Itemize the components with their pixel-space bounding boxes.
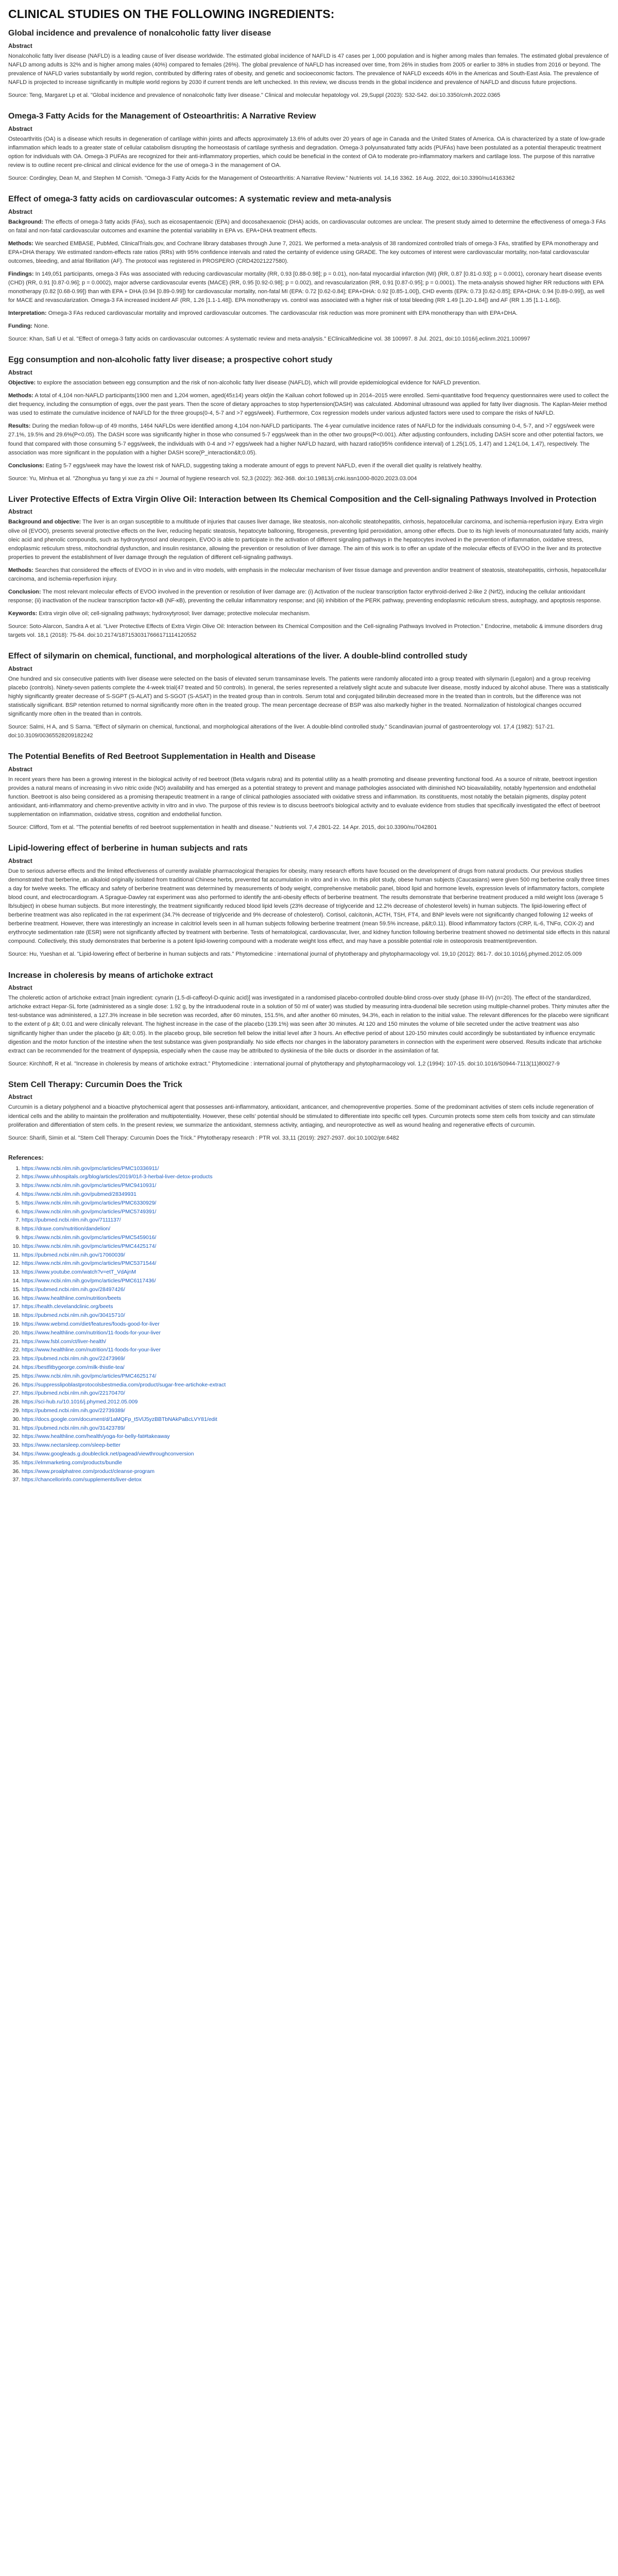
- article-title: Global incidence and prevalence of nonalcoholic fatty liver disease: [8, 29, 271, 38]
- abstract-paragraph: [8, 518, 610, 562]
- abstract-paragraph: [8, 867, 610, 946]
- abstract-paragraph: [8, 392, 610, 418]
- reference-item: [22, 1259, 610, 1268]
- paragraph-text: Source: Yu, Minhua et al. "Zhonghua yu fang yi xue za zhi = Journal of hygiene research vol. 52,3 (2022): 362-368. doi:10.19813/j.cnki.issn1000-8020.2023.03.004: [8, 475, 417, 482]
- abstract-paragraph: [8, 240, 610, 266]
- reference-link[interactable]: https://www.ncbi.nlm.nih.gov/pmc/articles/PMC6117436/: [22, 1278, 156, 1284]
- abstract-label: Abstract: [8, 370, 32, 377]
- paragraph-text: In recent years there has been a growing interest in the biological activity of red beetroot (Beta vulgaris rubra) and its potential utility as a health promoting and disease preventing functional food. As a source of nitrate, beetroot ingestion provides a natural means of increasing in vivo nitric oxide (NO) availability and has emerged as a potential strategy to prevent and manage pathologies associated with diminished NO bioavailability, notably hypertension and endothelial function. Beetroot is also being considered as a promising therapeutic treatment in a range of clinical pathologies associated with oxidative stress and inflammation. Its constituents, most notably the betalain pigments, display potent antioxidant, anti-inflammatory and chemo-preventive activity in vitro and in vivo. The purpose of this review is to discuss beetroot's biological activity and to evaluate evidence from studies that specifically investigated the effect of beetroot supplementation on inflammation, oxidative stress, cognition and endothelial function.: [8, 776, 600, 818]
- reference-item: [22, 1354, 610, 1363]
- paragraph-text: Source: Khan, Safi U et al. "Effect of omega-3 fatty acids on cardiovascular outcomes: A systematic review and meta-analysis." EClinicalMedicine vol. 38 100997. 8 Jul. 2021, doi:10.1016/j.eclinm.2021.100997: [8, 336, 530, 343]
- reference-link[interactable]: https://www.ncbi.nlm.nih.gov/pmc/articles/PMC5459016/: [22, 1234, 157, 1241]
- paragraph-text: to explore the association between egg consumption and the risk of non-alcoholic fatty liver disease (NAFLD), which will provide epidemiological evidence for NAFLD prevention.: [36, 380, 481, 386]
- reference-link[interactable]: https://www.ncbi.nlm.nih.gov/pmc/articles/PMC5371544/: [22, 1260, 157, 1267]
- abstract-paragraph: [8, 335, 610, 344]
- paragraph-text: Source: Cordingley, Dean M, and Stephen M Cornish. "Omega-3 Fatty Acids for the Management of Osteoarthritis: A Narrative Review." Nutrients vol. 14,16 3362. 16 Aug. 2022, doi:10.3390/nu14163362: [8, 175, 515, 182]
- reference-item: [22, 1277, 610, 1285]
- article: [8, 1080, 610, 1143]
- reference-link[interactable]: https://pubmed.ncbi.nlm.nih.gov/31423789/: [22, 1425, 125, 1431]
- paragraph-text: Curcumin is a dietary polyphenol and a bioactive phytochemical agent that possesses anti-inflammatory, antioxidant, anticancer, and chemopreventive properties. Some of the predominant activities of stem cells include regeneration of identical cells and the ability to maintain the proliferation and multipotentiality. However, these cells' potential should be stimulated to differentiate into specific cell types. Curcumin protects some stem cells from toxicity and can stimulate proliferation and differentiation of stem cells. In the present review, we summarize the antioxidant, stemness activity, antiaging, and neuroprotective as well as wound healing and regenerative effects of curcumin.: [8, 1104, 595, 1128]
- reference-item: [22, 1181, 610, 1190]
- abstract-paragraph: [8, 1060, 610, 1069]
- paragraph-text: Source: Kirchhoff, R et al. "Increase in choleresis by means of artichoke extract." Phytomedicine : international journal of phytotherapy and phytopharmacology vol. 1,2 (1994): 107-15. doi:10.1016/S0944-7113(11)80027-9: [8, 1060, 560, 1067]
- paragraph-text: In 149,051 participants, omega-3 FAs was associated with reducing cardiovascular mortality (RR, 0.93 [0.88-0.98]; p = 0.01), non-fatal myocardial infarction (MI) (RR, 0.87 [0.81-0.93]; p = 0.0001), coronary heart disease events (CHD) (RR, 0.91 [0.87-0.96]; p = 0.0002), major adverse cardiovascular events (MACE) (RR, 0.95 [0.92-0.98]; p = 0.002), and revascularization (RR, 0.91 [0.87-0.95]; p = 0.0001). The meta-analysis showed higher RR reductions with EPA monotherapy (0.82 [0.68-0.99]) than with EPA + DHA (0.94 [0.89-0.99]) for cardiovascular mortality, non-fatal MI (EPA: 0.72 [0.62-0.84]; EPA+DHA: 0.92 [0.85-1.00]), CHD events (EPA: 0.73 [0.62-0.85]; EPA+DHA: 0.94 [0.89-0.99]), as well for MACE and revascularization. Omega-3 FA increased incident AF (RR, 1.26 [1.1-1.48]). EPA monotherapy vs. control was associated with a higher risk of total bleeding (RR 1.49 [1.20-1.84]) and AF (RR 1.35 [1.1-1.66]).: [8, 271, 605, 304]
- reference-link[interactable]: https://www.webmd.com/diet/features/foods-good-for-liver: [22, 1321, 160, 1328]
- paragraph-text: Source: Soto-Alarcon, Sandra A et al. "Liver Protective Effects of Extra Virgin Olive Oil: Interaction between its Chemical Composition and the Cell-signaling Pathways Involved in Protection." Endocrine, metabolic & immune disorders drug targets vol. 18,1 (2018): 75-84. doi:10.2174/1871530317666171114120552: [8, 623, 603, 638]
- reference-item: [22, 1381, 610, 1389]
- abstract-paragraph: [8, 1134, 610, 1143]
- abstract-paragraph: [8, 994, 610, 1055]
- paragraph-text: Due to serious adverse effects and the limited effectiveness of currently available pharmacological therapies for obesity, many research efforts have focused on the development of drugs from natural products. Our previous studies demonstrated that berberine, an alkaloid originally isolated from traditional Chinese herbs, prevented fat accumulation in vitro and in vivo. In this pilot study, obese human subjects (Caucasians) were given 500 mg berberine orally three times a day for twelve weeks. The efficacy and safety of berberine treatment was determined by measurements of body weight, comprehensive metabolic panel, blood lipid and hormone levels, expression levels of inflammatory factors, complete blood count, and electrocardiogram. A Sprague-Dawley rat experiment was also performed to identify the anti-obesity effects of berberine treatment. The results demonstrate that berberine treatment produced a mild weight loss (average 5 lb/subject) in obese human subjects. But more interestingly, the treatment significantly reduced blood lipid levels (23% decrease of triglyceride and 12.2% decrease of cholesterol levels) in human subjects. The lipid-lowering effect of berberine treatment was also replicated in the rat experiment (34.7% decrease of triglyceride and 9% decrease of cholesterol). Cortisol, calcitonin, ACTH, TSH, FT4, and BNP levels were not significantly changed following 12 weeks of berberine treatment. However, there was interestingly an increase in calcitriol levels seen in all human subjects following berberine treatment (mean 59.5% increase, p&lt;0.11). Blood inflammatory factors (CRP, IL-6, TNFα, COX-2) and erythrocyte sedimentation rate (ESR) were not significantly affected by treatment with berberine. Tests of hematological, cardiovascular, liver, and kidney function following berberine treatment showed no detrimental side effects in this natural compound. Collectively, this study demonstrates that berberine is a potent lipid-lowering compound with a moderate weight loss effect, and may have a possible potential role in osteoporosis treatment/prevention.: [8, 868, 610, 945]
- paragraph-lead: Background and objective:: [8, 519, 81, 526]
- abstract-paragraph: [8, 135, 610, 170]
- reference-item: [22, 1398, 610, 1406]
- abstract-label: Abstract: [8, 985, 32, 992]
- paragraph-text: We searched EMBASE, PubMed, ClinicalTrials.gov, and Cochrane library databases through June 7, 2021. We performed a meta-analysis of 38 randomized controlled trials of omega-3 FAs, stratified by EPA monotherapy and EPA+DHA therapy. We estimated random-effects rate ratios (RRs) with 95% confidence intervals and rated the certainty of evidence using GRADE. The key outcomes of interest were cardiovascular mortality, non-fatal cardiovascular outcomes, bleeding, and atrial fibrillation (AF). The protocol was registered in PROSPERO (CRD42021227580).: [8, 240, 598, 265]
- abstract-paragraph: [8, 52, 610, 87]
- abstract-paragraph: [8, 270, 610, 305]
- reference-item: [22, 1476, 610, 1484]
- reference-link[interactable]: https://sci-hub.ru/10.1016/j.phymed.2012.05.009: [22, 1399, 138, 1405]
- reference-item: [22, 1285, 610, 1294]
- abstract-paragraph: [8, 322, 610, 331]
- article-title: Egg consumption and non-alcoholic fatty liver disease; a prospective cohort study: [8, 355, 333, 365]
- paragraph-lead: Findings:: [8, 271, 34, 278]
- reference-link[interactable]: https://www.proalphatree.com/product/cleanse-program: [22, 1468, 154, 1475]
- paragraph-text: A total of 4,104 non-NAFLD participants(1900 men and 1,204 women, aged(45±14) years old)in the Kailuan cohort followed up in 2014–2015 were enrolled. Semi-quantitative food frequency questionnaires were used to collect the diet frequency, including the consumption of eggs, over the past years. Then the score of dietary approaches to stop hypertension(DASH) was calculated. Abdominal ultrasound was applied for fatty liver diagnosis. The Kaplan-Meier method was used to estimate the cumulative incidence of NAFLD for the three groups(0-4, 5-7 and >7 eggs/week). Furthermore, Cox regression models under various adjusted factors were used to compare the risks of NAFLD.: [8, 393, 609, 417]
- reference-item: [22, 1459, 610, 1467]
- reference-link[interactable]: https://www.youtube.com/watch?v=etT_VdAjnM: [22, 1269, 136, 1276]
- reference-link[interactable]: https://www.ncbi.nlm.nih.gov/pmc/articles/PMC9410931/: [22, 1182, 157, 1189]
- reference-link[interactable]: https://suppresslipoblastprotocolsbestmedia.com/product/sugar-free-artichoke-extract: [22, 1381, 226, 1388]
- references-list: [8, 1164, 610, 1484]
- abstract-paragraph: [8, 462, 610, 470]
- reference-link[interactable]: https://pubmed.ncbi.nlm.nih.gov/22170470/: [22, 1390, 125, 1397]
- paragraph-text: The choleretic action of artichoke extract [main ingredient: cynarin (1.5-di-caffeoyl-D-quinic acid)] was investigated in a randomised placebo-controlled double-blind cross-over study (phase III-IV) (n=20). The effect of the standardized, artichoke extract Hepar-SL forte (administered as a single dose: 1.92 g, by the intraduodenal route in a solution of 50 ml of water) was studied by measuring intra-duodenal bile secretion using multiple-channel probes. Thirty minutes after the test-substance was administered, a 127.3% increase in bile secretion was recorded, after 60 minutes, 151.5%, and after another 60 minutes, 94.3%, each in relation to the initial value. The relevant differences for the placebo were significant to the extent of p &lt; 0.01 and were clinically relevant. The highest increase in the case of the placebo (139.1%) was seen after 30 minutes. At 120 and 150 minutes the volume of bile secreted under the active treatment was also significantly higher than under the placebo (p &lt; 0.05). In the placebo group, bile secretion fell below the initial level after 3 hours. An effective period of about 120-150 minutes could accordingly be substantiated by influence enzymatic digestion and the motor function of the intestine when the test substance was given postprandially. No side effects nor changes in the laboratory parameters in connection with the experiment were observed. Results indicate that artichoke extract can be recommended for the treatment of dyspepsia, especially when the cause may be attributed to dyskinesia of the bile ducts or disorder in the assimilation of fat.: [8, 995, 610, 1054]
- reference-item: [22, 1164, 610, 1173]
- paragraph-text: Source: Salmi, H A, and S Sarna. "Effect of silymarin on chemical, functional, and morphological alterations of the liver. A double-blind controlled study." Scandinavian journal of gastroenterology vol. 17,4 (1982): 517-21. doi:10.3109/00365528209182242: [8, 724, 555, 739]
- reference-item: [22, 1251, 610, 1260]
- paragraph-text: The liver is an organ susceptible to a multitude of injuries that causes liver damage, like steatosis, non-alcoholic steatohepatitis, cirrhosis, hepatocellular carcinoma, and ischemia-reperfusion injury. Extra virgin olive oil (EVOO), presents several protective effects on the liver, reducing hepatic steatosis, hepatocyte ballooning, fibrogenesis, preventing lipid peroxidation, among other effects. Due to its high levels of monounsaturated fatty acids, mainly oleic acid and phenolic compounds, such as hydroxytyrosol and oleuropein, EVOO is able to participate in the activation of different signaling pathways in the hepatocytes involved in the prevention of inflammation, oxidative stress, endoplasmic reticulum stress, mitochondrial dysfunction, and insulin resistance, allowing the prevention or resolution of liver damage. The aim of this work is to offer an update of the molecular effects of EVOO in the liver and its protective properties to prevent the establishment of liver damage through the regulation of different cell-signaling pathways.: [8, 519, 609, 561]
- paragraph-text: During the median follow-up of 49 months, 1464 NAFLDs were identified among 4,104 non-NAFLD participants. The 4-year cumulative incidence rates of NAFLD for the individuals consuming 0-4, 5-7, and >7 eggs/week were 27.1%, 19.5% and 29.6%(P<0.05). The DASH score was significantly higher in those who consumed 5-7 eggs/week than in the other two groups(P<0.001). After adjusting confounders, including DASH score and other potential factors, we found that compared with those consuming 5-7 eggs/week, the individuals with 0-4 and >7 eggs/week had a higher NAFLD hazard, with hazard ratio(95% confidence interval) of 1.25(1.05, 1.47) and 1.24(1.04, 1.47), respectively. The association was more significant in the population with a higher DASH score(P_interaction&lt;0.05).: [8, 423, 604, 456]
- abstract-paragraph: [8, 775, 610, 819]
- paragraph-lead: Methods:: [8, 393, 33, 399]
- article-title: Stem Cell Therapy: Curcumin Does the Trick: [8, 1080, 182, 1089]
- reference-item: [22, 1320, 610, 1329]
- article-list: [8, 28, 610, 1143]
- paragraph-lead: Conclusion:: [8, 588, 41, 595]
- reference-link[interactable]: https://www.googleads.g.doubleclick.net/pagead/viewthroughconversion: [22, 1450, 194, 1457]
- abstract-paragraph: [8, 422, 610, 457]
- paragraph-text: The effects of omega-3 fatty acids (FAs), such as eicosapentaenoic (EPA) and docosahexaenoic (DHA) acids, on cardiovascular outcomes are unclear. The present study aimed to determine the effectiveness of omega-3 FAs on fatal and non-fatal cardiovascular outcomes and examine the potential variability in EPA vs. EPA+DHA treatment effects.: [8, 218, 606, 234]
- paragraph-text: Source: Teng, Margaret Lp et al. "Global incidence and prevalence of nonalcoholic fatty liver disease." Clinical and molecular hepatology vol. 29,Suppl (2023): S32-S42. doi:10.3350/cmh.2022.0365: [8, 92, 501, 98]
- reference-link[interactable]: https://elmmarketing.com/products/bundle: [22, 1459, 122, 1466]
- paragraph-text: Osteoarthritis (OA) is a disease which results in degeneration of cartilage within joints and affects approximately 13.6% of adults over 20 years of age in Canada and the United States of America. OA is characterized by a state of low-grade inflammation which leads to a greater state of cellular catabolism disrupting the homeostasis of cartilage synthesis and degradation. Omega-3 polyunsaturated fatty acids (PUFAs) have been postulated as a potential therapeutic treatment option for individuals with OA. Omega-3 PUFAs are recognized for their anti-inflammatory properties, which could be beneficial in the context of OA to moderate pro-inflammatory markers and cartilage loss. The purpose of this narrative review is to outline recent pre-clinical and clinical evidence for the use of omega-3 in the management of OA.: [8, 135, 605, 168]
- article: [8, 495, 610, 640]
- reference-item: [22, 1363, 610, 1372]
- abstract-label: Abstract: [8, 43, 32, 49]
- reference-link[interactable]: https://www.ncbi.nlm.nih.gov/pmc/articles/PMC6330929/: [22, 1199, 157, 1206]
- paragraph-text: None.: [32, 323, 49, 330]
- paragraph-text: The most relevant molecular effects of EVOO involved in the prevention or resolution of liver damage are: (i) Activation of the nuclear transcription factor erythroid-derived 2-like 2 (Nrf2), inducing the cellular antioxidant response; (ii) inactivation of the nuclear transcription factor-κB (NF-κB), preventing the cellular inflammatory response; and (iii) inhibition of the PERK pathway, preventing endoplasmic reticulum stress, autophagy, and apoptosis response.: [8, 588, 602, 604]
- paragraph-lead: Objective:: [8, 380, 36, 386]
- references-section: [8, 1154, 610, 1484]
- abstract-paragraph: [8, 622, 610, 640]
- paragraph-lead: Conclusions:: [8, 462, 44, 469]
- article: [8, 752, 610, 832]
- reference-link[interactable]: https://www.healthline.com/health/yoga-for-belly-fat#takeaway: [22, 1433, 170, 1440]
- reference-link[interactable]: https://pubmed.ncbi.nlm.nih.gov/7111137/: [22, 1217, 121, 1224]
- paragraph-lead: Methods:: [8, 240, 33, 247]
- abstract-paragraph: [8, 675, 610, 719]
- abstract-paragraph: [8, 823, 610, 832]
- reference-item: [22, 1199, 610, 1208]
- reference-item: [22, 1424, 610, 1433]
- abstract-paragraph: [8, 588, 610, 605]
- reference-link[interactable]: https://pubmed.ncbi.nlm.nih.gov/17060039/: [22, 1251, 125, 1258]
- abstract-paragraph: [8, 309, 610, 318]
- paragraph-lead: Keywords:: [8, 610, 38, 617]
- abstract-paragraph: [8, 91, 610, 100]
- abstract-paragraph: [8, 1103, 610, 1129]
- reference-link[interactable]: https://www.nectarsleep.com/sleep-better: [22, 1442, 121, 1449]
- abstract-label: Abstract: [8, 666, 32, 672]
- article: [8, 651, 610, 740]
- reference-link[interactable]: https://bestfitbygeorge.com/milk-thistle-tea/: [22, 1364, 125, 1370]
- paragraph-lead: Interpretation:: [8, 310, 47, 317]
- reference-link[interactable]: https://docs.google.com/document/d/1aMQFp_t5VlJ5yzBBTbNAkPaBcLVY81/edit: [22, 1416, 217, 1422]
- reference-link[interactable]: https://www.ncbi.nlm.nih.gov/pmc/articles/PMC10336911/: [22, 1165, 159, 1172]
- reference-link[interactable]: https://health.clevelandclinic.org/beets: [22, 1303, 113, 1310]
- article: [8, 111, 610, 183]
- reference-item: [22, 1432, 610, 1441]
- paragraph-text: Source: Hu, Yueshan et al. "Lipid-lowering effect of berberine in human subjects and rats." Phytomedicine : international journal of phytotherapy and phytopharmacology vol. 19,10 (2012): 861-7. doi:10.1016/j.phymed.2012.05.009: [8, 951, 582, 958]
- reference-link[interactable]: https://www.healthline.com/nutrition/11-foods-for-your-liver: [22, 1329, 161, 1336]
- reference-link[interactable]: https://pubmed.ncbi.nlm.nih.gov/22473969/: [22, 1355, 125, 1362]
- reference-item: [22, 1190, 610, 1199]
- article-title: Lipid-lowering effect of berberine in human subjects and rats: [8, 844, 248, 853]
- reference-item: [22, 1208, 610, 1216]
- paragraph-text: Source: Clifford, Tom et al. "The potential benefits of red beetroot supplementation in health and disease." Nutrients vol. 7,4 2801-22. 14 Apr. 2015, doi:10.3390/nu7042801: [8, 824, 437, 831]
- article-title: Effect of omega-3 fatty acids on cardiovascular outcomes: A systematic review and meta-analysis: [8, 195, 391, 204]
- reference-link[interactable]: https://www.ncbi.nlm.nih.gov/pubmed/28349931: [22, 1191, 136, 1198]
- abstract-paragraph: [8, 723, 610, 740]
- abstract-paragraph: [8, 950, 610, 959]
- article: [8, 194, 610, 344]
- abstract-label: Abstract: [8, 126, 32, 132]
- page-title: CLINICAL STUDIES ON THE FOLLOWING INGREDIENTS:: [8, 7, 335, 21]
- article: [8, 355, 610, 483]
- reference-item: [22, 1467, 610, 1476]
- reference-item: [22, 1329, 610, 1337]
- paragraph-text: Extra virgin olive oil; cell-signaling pathways; hydroxytyrosol; liver damage; protective molecular mechanism.: [37, 610, 311, 617]
- paragraph-text: Nonalcoholic fatty liver disease (NAFLD) is a leading cause of liver disease worldwide. The estimated global incidence of NAFLD is 47 cases per 1,000 population and is higher among males than females. The estimated global prevalence of NAFLD among adults is 32% and is higher among males (40%) compared to females (26%). The global prevalence of NAFLD has increased over time, from 26% in studies from 2005 or earlier to 38% in studies from 2016 or beyond. The prevalence of NAFLD varies substantially by world region, contributed by differing rates of obesity, and genetic and socioeconomic factors. The prevalence of NAFLD exceeds 40% in the Americas and South-East Asia. The prevalence of NAFLD is projected to increase significantly in multiple world regions by 2030 if current trends are left unchecked. In this review, we discuss trends in the global incidence and prevalence of NAFLD and discuss future projections.: [8, 53, 609, 86]
- reference-item: [22, 1173, 610, 1181]
- article: [8, 971, 610, 1069]
- article-title: Effect of silymarin on chemical, functional, and morphological alterations of the liver. A double-blind controlled study: [8, 652, 468, 661]
- reference-link[interactable]: https://www.ncbi.nlm.nih.gov/pmc/articles/PMC5749391/: [22, 1208, 157, 1215]
- reference-item: [22, 1415, 610, 1424]
- reference-link[interactable]: https://www.ncbi.nlm.nih.gov/pmc/articles/PMC4625174/: [22, 1372, 157, 1379]
- paragraph-lead: Background:: [8, 218, 43, 225]
- reference-link[interactable]: https://pubmed.ncbi.nlm.nih.gov/30415710/: [22, 1312, 125, 1319]
- reference-item: [22, 1233, 610, 1242]
- article: [8, 28, 610, 100]
- paragraph-lead: Results:: [8, 423, 31, 430]
- reference-link[interactable]: https://www.healthline.com/nutrition/11-foods-for-your-liver: [22, 1347, 161, 1353]
- reference-link[interactable]: https://pubmed.ncbi.nlm.nih.gov/28497426/: [22, 1286, 125, 1293]
- reference-link[interactable]: https://draxe.com/nutrition/dandelion/: [22, 1226, 111, 1232]
- reference-link[interactable]: https://www.uhhospitals.org/blog/articles/2019/01/l-3-herbal-liver-detox-products: [22, 1174, 213, 1180]
- abstract-paragraph: [8, 474, 610, 483]
- abstract-paragraph: [8, 609, 610, 618]
- abstract-label: Abstract: [8, 766, 32, 773]
- reference-item: [22, 1268, 610, 1277]
- article-title: Liver Protective Effects of Extra Virgin Olive Oil: Interaction between Its Chemical Composition and the Cell-signaling Pathways Involved in Protection: [8, 495, 597, 504]
- abstract-paragraph: [8, 218, 610, 235]
- article: [8, 843, 610, 959]
- article-title: The Potential Benefits of Red Beetroot Supplementation in Health and Disease: [8, 752, 316, 761]
- paragraph-text: Eating 5-7 eggs/week may have the lowest risk of NAFLD, suggesting taking a moderate amount of eggs to prevent NAFLD, even if the overall diet quality is relatively healthy.: [44, 462, 482, 469]
- paragraph-text: Source: Sharifi, Simin et al. "Stem Cell Therapy: Curcumin Does the Trick." Phytotherapy research : PTR vol. 33,11 (2019): 2927-2937. doi:10.1002/ptr.6482: [8, 1134, 399, 1141]
- reference-item: [22, 1372, 610, 1381]
- reference-link[interactable]: https://www.ncbi.nlm.nih.gov/pmc/articles/PMC4425174/: [22, 1243, 157, 1249]
- reference-item: [22, 1389, 610, 1398]
- abstract-label: Abstract: [8, 1094, 32, 1101]
- reference-link[interactable]: https://www.fsbl.com/ct/liver-health/: [22, 1338, 106, 1345]
- abstract-paragraph: [8, 379, 610, 387]
- paragraph-lead: Methods:: [8, 567, 33, 573]
- reference-item: [22, 1225, 610, 1233]
- paragraph-text: One hundred and six consecutive patients with liver disease were selected on the basis of elevated serum transaminase levels. The patients were randomly allocated into a group treated with silymarin (Legalon) and a group receiving placebo (controls). Ninety-seven patients complete the 4-week trial(47 treated and 50 controls). In general, the series represented a relatively slight acute and subacute liver disease, mostly induced by alcohol abuse. There was a statistically highly significantly greater decrease of S-SGPT (S-ALAT) and S-SGOT (S-ASAT) in the treated group than in controls. Serum total and conjugated bilirubin decreased more in the treated than in controls, but the difference was not statistically significant. BSP retention returned to normal significantly more often in the treated group. The mean percentage decrease of BSP was also markedly higher in the treated. Normalization of histological changes occurred significantly more often in the treated than in controls.: [8, 675, 609, 718]
- reference-item: [22, 1441, 610, 1450]
- reference-item: [22, 1337, 610, 1346]
- abstract-label: Abstract: [8, 509, 32, 516]
- paragraph-text: Searches that considered the effects of EVOO in in vivo and in vitro models, with emphasis in the molecular mechanism of liver tissue damage and prevention and/or treatment of steatosis, steatohepatitis, cirrhosis, hepatocellular carcinoma, and ischemia-reperfusion injury.: [8, 567, 607, 582]
- paragraph-lead: Funding:: [8, 323, 33, 330]
- reference-item: [22, 1311, 610, 1320]
- reference-item: [22, 1406, 610, 1415]
- abstract-paragraph: [8, 174, 610, 183]
- reference-item: [22, 1450, 610, 1459]
- reference-link[interactable]: https://chancellorinfo.com/supplements/liver-detox: [22, 1477, 142, 1483]
- references-heading: References:: [8, 1154, 44, 1161]
- abstract-label: Abstract: [8, 209, 32, 215]
- abstract-label: Abstract: [8, 858, 32, 865]
- reference-item: [22, 1346, 610, 1354]
- article-title: Increase in choleresis by means of artichoke extract: [8, 971, 213, 980]
- reference-item: [22, 1294, 610, 1303]
- reference-item: [22, 1242, 610, 1251]
- article-title: Omega-3 Fatty Acids for the Management of Osteoarthritis: A Narrative Review: [8, 112, 316, 121]
- reference-link[interactable]: https://pubmed.ncbi.nlm.nih.gov/22739389/: [22, 1407, 125, 1414]
- reference-item: [22, 1302, 610, 1311]
- reference-item: [22, 1216, 610, 1225]
- abstract-paragraph: [8, 566, 610, 584]
- reference-link[interactable]: https://www.healthline.com/nutrition/beets: [22, 1295, 122, 1301]
- paragraph-text: Omega-3 FAs reduced cardiovascular mortality and improved cardiovascular outcomes. The cardiovascular risk reduction was more prominent with EPA monotherapy than with EPA+DHA.: [46, 310, 518, 317]
